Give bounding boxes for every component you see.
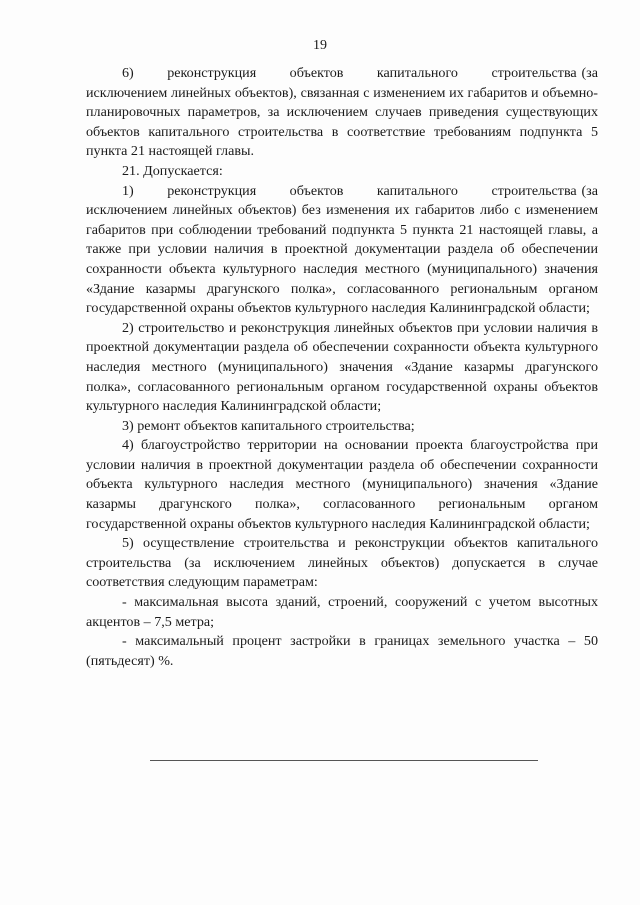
paragraph-item-4: 4) благоустройство территории на основании проекта благоустройства при условии наличия в проектной документации раздела об обеспечении сохранности объекта культурного наследия местного (муниципального) значения «Здание казармы драгунского полка», согласованного региональным органом государственной охраны объектов культурного наследия Калининградской области; — [86, 437, 598, 532]
paragraph-item-1: 1) реконструкция объектов капитального строительства (за исключением линейных объектов) без изменения их габаритов либо с изменением габаритов при соблюдении требований подпункта 5 пункта 21 настоящей главы, а также при условии наличия в проектной документации раздела об обеспечении сохранности объекта культурного наследия местного (муниципального) значения «Здание казармы драгунского полка», согласованного региональным органом государственной охраны объектов культурного наследия Калининградской области; — [86, 182, 598, 317]
paragraph-coverage-limit: - максимальный процент застройки в границах земельного участка – 50 (пятьдесят) %. — [86, 633, 598, 669]
paragraph-item-6: 6) реконструкция объектов капитального строительства (за исключением линейных объектов), связанная с изменением их габаритов и объемно-планировочных параметров, за исключением случаев приведения существующих объектов капитального строительства в соответствие требованиям подпункта 5 пункта 21 настоящей главы. — [86, 65, 598, 160]
page-number: 19 — [313, 38, 327, 53]
document-body — [86, 64, 598, 671]
paragraph-item-2: 2) строительство и реконструкция линейных объектов при условии наличия в проектной документации раздела об обеспечении сохранности объекта культурного наследия местного (муниципального) значения «Здание казармы драгунского полка», согласованного региональным органом государственной охраны объектов культурного наследия Калининградской области; — [86, 319, 598, 415]
paragraph-height-limit: - максимальная высота зданий, строений, сооружений с учетом высотных акцентов – 7,5 метра; — [86, 594, 598, 630]
paragraph-section-21: 21. Допускается: — [122, 162, 223, 179]
paragraph-item-3: 3) ремонт объектов капитального строительства; — [122, 417, 415, 434]
paragraph-item-5: 5) осуществление строительства и реконструкции объектов капитального строительства (за исключением линейных объектов) допускается в случае соответствия следующим параметрам: — [86, 535, 598, 591]
end-rule-divider — [150, 760, 538, 761]
